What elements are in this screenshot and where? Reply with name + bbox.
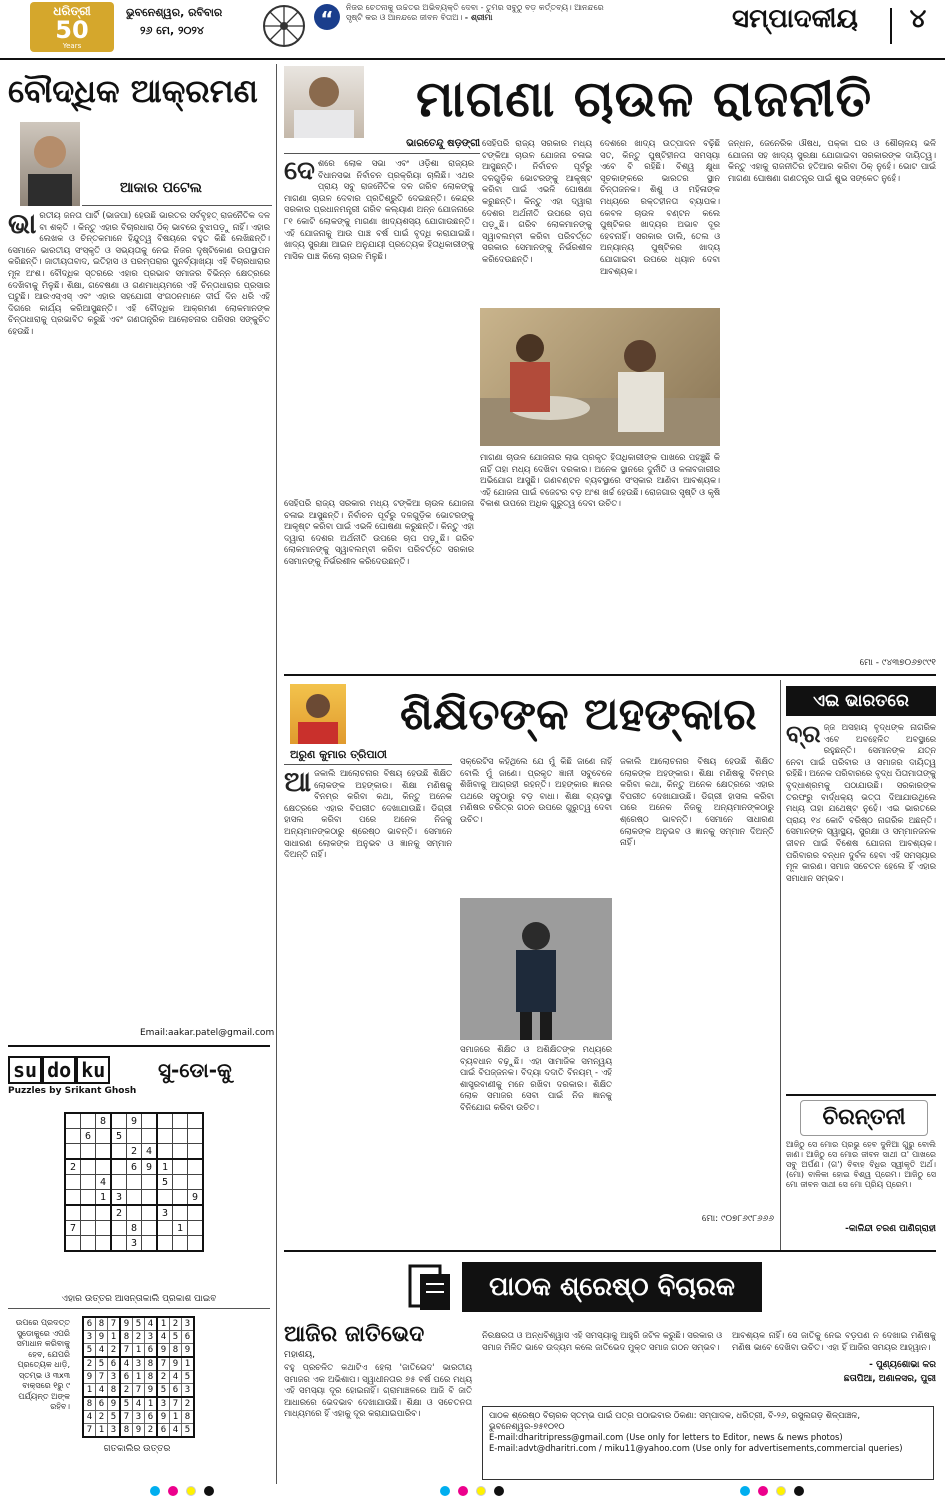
reader-body-3: ଆବଶ୍ୟକ ନାହିଁ। ସେ ଜାତିକୁ ନେଇ ବଡ଼ପଣ ନ ଦେଖାଇ ମଣିଷକୁ ମଣିଷ ଭାବେ ଦେଖିବା ଉଚିତ। ଏହା ହିଁ ଆଜିର ସମୟର ଆହ୍ୱାନ। bbox=[732, 1330, 936, 1352]
sudoku-cell: 3 bbox=[127, 1236, 142, 1252]
sudoku-cell: 9 bbox=[157, 1344, 170, 1358]
quote-author: - ଶ୍ରୀମା bbox=[464, 13, 493, 22]
sudoku-cell bbox=[81, 1236, 96, 1252]
quote-mark-icon: “ bbox=[314, 4, 340, 30]
main-col2 bbox=[482, 138, 592, 304]
sudoku-cell: 2 bbox=[96, 1411, 108, 1424]
sudoku-cell: 5 bbox=[182, 1424, 195, 1438]
sudoku-cell: 8 bbox=[120, 1331, 133, 1344]
sudoku-cell: 6 bbox=[120, 1371, 133, 1384]
column-divider-2 bbox=[780, 680, 781, 1250]
main-body-1b: ସେହିପରି ରାଜ୍ୟ ସରକାର ମଧ୍ୟ ଟଙ୍କିଆ ଚାଉଳ ଯୋଜନା ଚଳାଇ ଆସୁଛନ୍ତି। ନିର୍ବାଚନ ପୂର୍ବରୁ ଦଳଗୁଡ଼ିକ ଭୋଟରଙ୍କୁ ଆକୃଷ୍ଟ କରିବା ପାଇଁ ଏଭଳି ଘୋଷଣା କରୁଛନ୍ତି। କିନ୍ତୁ ଏହା ଦ୍ୱାରା ଦେଶର ଅର୍ଥନୀତି ଉପରେ ଚାପ ପଡ଼ୁଛି। ଗରିବ ଲୋକମାନଙ୍କୁ ସ୍ୱାବଲମ୍ବୀ କରିବା ପରିବର୍ତ୍ତେ ସରକାର ସେମାନଙ୍କୁ ନିର୍ଭରଶୀଳ କରିଦେଉଛନ୍ତି। bbox=[284, 498, 474, 566]
sudoku-cell bbox=[173, 1205, 188, 1221]
sudoku-cell: 9 bbox=[120, 1317, 133, 1331]
sudoku-cell bbox=[142, 1190, 158, 1206]
sudoku-cell: 2 bbox=[120, 1384, 133, 1398]
main-body-3: ଦେଶରେ ଖାଦ୍ୟ ଉତ୍ପାଦନ ବଢ଼ିଛି ସତ, କିନ୍ତୁ ପୁଷ୍ଟିହୀନତା ସମସ୍ୟା ଏବେ ବି ରହିଛି। ବିଶ୍ୱ କ୍ଷୁଧା ସୂଚକାଙ୍କରେ ଭାରତର ସ୍ଥାନ ଚିନ୍ତାଜନକ। ଶିଶୁ ଓ ମହିଳାଙ୍କ ମଧ୍ୟରେ ରକ୍ତହୀନତା ବ୍ୟାପକ। କେବଳ ଚାଉଳ ବଣ୍ଟନ କଲେ ପୁଷ୍ଟିକର ଖାଦ୍ୟର ଅଭାବ ଦୂର ହେବନାହିଁ। ସରକାର ଡାଲି, ତେଲ ଓ ଅନ୍ୟାନ୍ୟ ପୁଷ୍ଟିକର ଖାଦ୍ୟ ଯୋଗାଇବା ଉପରେ ଧ୍ୟାନ ଦେବା ଆବଶ୍ୟକ। bbox=[600, 138, 720, 276]
sudoku-cell bbox=[96, 1129, 112, 1144]
ei-bharatare-rule bbox=[786, 1094, 936, 1096]
sudoku-cell: 3 bbox=[133, 1411, 145, 1424]
sudoku-cell bbox=[173, 1190, 188, 1206]
sudoku-cell bbox=[111, 1159, 127, 1175]
sudoku-cell bbox=[65, 1129, 81, 1144]
sudoku-cell: 6 bbox=[81, 1129, 96, 1144]
sudoku-cell: 8 bbox=[120, 1424, 133, 1438]
reader-col3 bbox=[732, 1330, 936, 1352]
sudoku-cell: 5 bbox=[96, 1357, 108, 1371]
sudoku-byline: Puzzles by Srikant Ghosh bbox=[8, 1086, 137, 1096]
sudoku-cell: 2 bbox=[111, 1205, 127, 1221]
sudoku-cell: 9 bbox=[108, 1397, 121, 1411]
sudoku-cell: 2 bbox=[157, 1371, 170, 1384]
sudoku-cell: 5 bbox=[108, 1411, 121, 1424]
sudoku-cell bbox=[157, 1129, 173, 1144]
main-body-5: ଜନ୍ଧନ, ଜେନେରିକ ଔଷଧ, ପକ୍କା ଘର ଓ ଶୌଚାଳୟ ଭଳି ଯୋଜନା ସହ ଖାଦ୍ୟ ସୁରକ୍ଷା ଯୋଗାଇବା ସରକାରଙ୍କ ଦାୟିତ୍ୱ। କିନ୍ତୁ ଏହାକୁ ରାଜନୀତିର ହତିଆର କରିବା ଠିକ୍ ନୁହେଁ। ଭୋଟ ପାଇଁ ମାଗଣା ଘୋଷଣା ଗଣତନ୍ତ୍ର ପାଇଁ ଶୁଭ ସଙ୍କେତ ନୁହେଁ। bbox=[728, 138, 936, 183]
sudoku-cell: 4 bbox=[133, 1397, 145, 1411]
sudoku-cell bbox=[65, 1205, 81, 1221]
sudoku-cell: 6 bbox=[145, 1411, 158, 1424]
ei-bharatare-text: ଜ୍ଜ ଅସହାୟ ବୃଦ୍ଧଙ୍କ ନାଗରିକ ଏବେ ଅବହେଳିତ ଅବସ୍ଥାରେ ରହୁଛନ୍ତି। ସେମାନଙ୍କ ଯତ୍ନ ନେବା ପାଇଁ ପରିବାର ଓ ସମାଜର ଦାୟିତ୍ୱ ରହିଛି। ଅନେକ ପରିବାରରେ ବୃଦ୍ଧ ପିତାମାତାଙ୍କୁ ବୃଦ୍ଧାଶ୍ରମକୁ ପଠାଯାଉଛି। ସରକାରଙ୍କ ତରଫରୁ ବାର୍ଦ୍ଧକ୍ୟ ଭତ୍ତା ଦିଆଯାଉଥିଲେ ମଧ୍ୟ ତାହା ଯଥେଷ୍ଟ ନୁହେଁ। ଏଇ ଭାରତରେ ପ୍ରାୟ ୧୪ କୋଟି ବରିଷ୍ଠ ନାଗରିକ ଅଛନ୍ତି। ସେମାନଙ୍କ ସ୍ୱାସ୍ଥ୍ୟ, ସୁରକ୍ଷା ଓ ସମ୍ମାନଜନକ ଜୀବନ ପାଇଁ ବିଶେଷ ଯୋଜନା ଆବଶ୍ୟକ। ପରିବାରର ବନ୍ଧନ ଦୁର୍ବଳ ହେବା ଏହି ସମସ୍ୟାର ମୂଳ କାରଣ। ସମାଜ ସଚେତନ ହେଲେ ହିଁ ଏହାର ସମାଧାନ ସମ୍ଭବ। bbox=[786, 722, 936, 883]
left-author-rule bbox=[82, 205, 272, 206]
sudoku-cell: 5 bbox=[182, 1371, 195, 1384]
main-author: ଭାରତେନ୍ଦୁ ଷଡ଼ଙ୍ଗୀ bbox=[406, 138, 480, 149]
sudoku-cell: 7 bbox=[96, 1371, 108, 1384]
sudoku-cell: 9 bbox=[188, 1190, 204, 1206]
sudoku-row bbox=[83, 1397, 194, 1411]
sudoku-cell: 4 bbox=[120, 1357, 133, 1371]
sudoku-row bbox=[65, 1159, 203, 1175]
sudoku-cell bbox=[142, 1113, 158, 1129]
sudoku-cell bbox=[127, 1129, 142, 1144]
sudoku-cell bbox=[188, 1159, 204, 1175]
masthead-date: ୨୬ ମେ, ୨୦୨୪ bbox=[140, 24, 204, 37]
left-body-text: ରତୀୟ ଜନତା ପାର୍ଟି (ଭାଜପା) ହେଉଛି ଭାରତର ସର୍ବବୃହତ୍ ରାଜନୈତିକ ଦଳ ବା ଶକ୍ତି । କିନ୍ତୁ ଏହାର ବିଚାରଧାରା ଠିକ୍ ଭାବରେ ବୁଝାପଡ଼ୁ ନାହିଁ। ଏହାର ଲେଖକ ଓ ଚିନ୍ତକମାନେ ହିନ୍ଦୁତ୍ୱ ବିଷୟରେ ବହୁତ କିଛି ଲେଖିଛନ୍ତି। ସେମାନେ ଭାରତୀୟ ସଂସ୍କୃତି ଓ ସଭ୍ୟତାକୁ ନେଇ ନିଜର ଦୃଷ୍ଟିକୋଣ ଉପସ୍ଥାପନ କରିଛନ୍ତି। ଜାତୀୟତାବାଦ, ଇତିହାସ ଓ ପରମ୍ପରାର ପୁନର୍ବ୍ୟାଖ୍ୟା ଏହି ବିଚାରଧାରାର ମୂଳ ଅଂଶ। ବୌଦ୍ଧିକ ସ୍ତରରେ ଏହାର ପ୍ରଭାବ ସମାଜର ବିଭିନ୍ନ କ୍ଷେତ୍ରରେ ଦେଖିବାକୁ ମିଳୁଛି। ଶିକ୍ଷା, ଗବେଷଣା ଓ ଗଣମାଧ୍ୟମରେ ଏହି ଚିନ୍ତାଧାରାର ପ୍ରସାର ଘଟୁଛି। ଆରଏସ୍ଏସ୍ ଏବଂ ଏହାର ସହଯୋଗୀ ସଂଗଠନମାନେ ଦୀର୍ଘ ଦିନ ଧରି ଏହି ଦିଗରେ କାର୍ଯ୍ୟ କରିଆସୁଛନ୍ତି। ଏହି ବୌଦ୍ଧିକ ଆକ୍ରମଣ ଲୋକମାନଙ୍କ ଚିନ୍ତାଧାରାକୁ ପ୍ରଭାବିତ କରୁଛି ଏବଂ ଗଣତାନ୍ତ୍ରିକ ଆଲୋଚନାର ପରିସର ସଙ୍କୁଚିତ ହେଉଛି। bbox=[8, 210, 270, 336]
main-email: ମୋ - ୯୪୩୭୦୬୭୯୯୧ bbox=[859, 658, 936, 668]
sudoku-cell bbox=[142, 1205, 158, 1221]
reader-signature: - ପୁଣ୍ୟଶୋଭା କର bbox=[869, 1360, 936, 1370]
footer-address: ପାଠକ ଶ୍ରେଷ୍ଠ ବିଚାରକ ସ୍ତମ୍ଭ ପାଇଁ ପତ୍ର ପଠାଇବାର ଠିକଣା: ସମ୍ପାଦକ, ଧରିତ୍ରୀ, ବି-୨୬, ରସୁଲଗଡ଼ ଶିଳ୍ପାଞ୍ଚଳ, ଭୁବନେଶ୍ୱର-୭୫୧୦୧୦ bbox=[489, 1410, 861, 1431]
wheel-icon bbox=[262, 4, 306, 48]
sudoku-row bbox=[65, 1190, 203, 1206]
sudoku-row bbox=[65, 1129, 203, 1144]
sudoku-cell: 2 bbox=[83, 1357, 96, 1371]
sudoku-cell: 5 bbox=[157, 1384, 170, 1398]
sudoku-cell: 5 bbox=[120, 1397, 133, 1411]
sudoku-cell: 3 bbox=[182, 1317, 195, 1331]
column-divider-1 bbox=[276, 64, 277, 1484]
sudoku-cell: 6 bbox=[182, 1331, 195, 1344]
sudoku-cell: 8 bbox=[145, 1371, 158, 1384]
sudoku-cell: 2 bbox=[133, 1331, 145, 1344]
sudoku-cell: 4 bbox=[96, 1175, 112, 1190]
sudoku-cell: 6 bbox=[96, 1397, 108, 1411]
sudoku-mid-rule bbox=[8, 1308, 270, 1309]
sudoku-cell: 8 bbox=[127, 1221, 142, 1236]
sudoku-cell: 7 bbox=[120, 1411, 133, 1424]
left-end-rule bbox=[8, 1045, 270, 1047]
sudoku-cell bbox=[173, 1175, 188, 1190]
sudoku-cell: 1 bbox=[145, 1397, 158, 1411]
sudoku-cell: 9 bbox=[170, 1357, 182, 1371]
sudoku-row bbox=[65, 1236, 203, 1252]
sudoku-cell bbox=[96, 1144, 112, 1160]
sudoku-cell: 4 bbox=[170, 1424, 182, 1438]
sudoku-cell: 1 bbox=[83, 1384, 96, 1398]
sudoku-cell: 3 bbox=[157, 1205, 173, 1221]
sudoku-solution-side: ଉପରେ ପ୍ରଦତ୍ତ ସୁଡୋକୁରେ ଏପରି ସମାଧାନ କରିବାକୁ ହେବ, ଯେପରି ପ୍ରତ୍ୟେକ ଧାଡ଼ି, ସ୍ତମ୍ଭ ଓ ୩x୩ ବାକ୍ସରେ ୧ରୁ ୯ ପର୍ଯ୍ୟନ୍ତ ଅଙ୍କ ରହିବ। bbox=[15, 1318, 70, 1411]
sudoku-cell: 7 bbox=[120, 1344, 133, 1358]
main-col4 bbox=[480, 452, 720, 668]
sudoku-cell bbox=[188, 1221, 204, 1236]
sudoku-cell bbox=[81, 1159, 96, 1175]
second-email: ମୋ: ୯୦୭୮୬୯୮୬୬୬ bbox=[701, 1214, 774, 1224]
sudoku-row bbox=[83, 1317, 194, 1331]
sudoku-cell: 1 bbox=[96, 1190, 112, 1206]
main-author-rule bbox=[284, 153, 480, 154]
logo-badge bbox=[30, 2, 114, 52]
sudoku-cell bbox=[173, 1144, 188, 1160]
sudoku-cell bbox=[157, 1113, 173, 1129]
sudoku-cell bbox=[173, 1129, 188, 1144]
chirantani-author: -କାଳିନ୍ଦୀ ଚରଣ ପାଣିଗ୍ରାହୀ bbox=[845, 1224, 936, 1234]
sudoku-cell bbox=[81, 1190, 96, 1206]
sudoku-cell: 2 bbox=[170, 1317, 182, 1331]
sudoku-cell: 6 bbox=[108, 1357, 121, 1371]
main-col3 bbox=[600, 138, 720, 304]
print-dot-yellow-3 bbox=[776, 1486, 786, 1496]
sudoku-cell bbox=[65, 1190, 81, 1206]
sudoku-cell: 1 bbox=[96, 1424, 108, 1438]
sudoku-cell bbox=[81, 1175, 96, 1190]
print-dot-cyan-3 bbox=[740, 1486, 750, 1496]
second-author: ଅରୁଣ କୁମାର ତ୍ରିପାଠୀ bbox=[290, 748, 387, 761]
sudoku-row bbox=[83, 1424, 194, 1438]
sudoku-cell bbox=[81, 1221, 96, 1236]
sudoku-cell: 6 bbox=[170, 1384, 182, 1398]
sudoku-cell bbox=[127, 1205, 142, 1221]
sudoku-cell: 7 bbox=[170, 1397, 182, 1411]
main-col1b bbox=[284, 498, 474, 668]
left-article-body bbox=[8, 210, 270, 1024]
sudoku-cell: 6 bbox=[157, 1424, 170, 1438]
footer-contact-box bbox=[482, 1406, 934, 1480]
sudoku-row bbox=[65, 1175, 203, 1190]
sudoku-cell bbox=[173, 1113, 188, 1129]
sudoku-cell: 8 bbox=[96, 1113, 112, 1129]
second-col3 bbox=[460, 1044, 612, 1228]
sudoku-cell: 7 bbox=[83, 1424, 96, 1438]
sudoku-logo-su: su bbox=[8, 1056, 42, 1084]
sudoku-cell bbox=[188, 1144, 204, 1160]
sudoku-cell: 2 bbox=[65, 1159, 81, 1175]
sudoku-cell: 4 bbox=[170, 1371, 182, 1384]
sudoku-block bbox=[8, 1052, 270, 1492]
sudoku-cell: 9 bbox=[83, 1371, 96, 1384]
sudoku-cell: 9 bbox=[142, 1159, 158, 1175]
sudoku-cell: 7 bbox=[157, 1357, 170, 1371]
reader-col1 bbox=[284, 1362, 472, 1492]
graduate-photo bbox=[460, 898, 612, 1040]
print-dot-cyan bbox=[150, 1486, 160, 1496]
sudoku-cell bbox=[157, 1221, 173, 1236]
rice-distribution-photo bbox=[480, 308, 720, 446]
main-body-2: ସେହିପରି ରାଜ୍ୟ ସରକାର ମଧ୍ୟ ଟଙ୍କିଆ ଚାଉଳ ଯୋଜନା ଚଳାଇ ଆସୁଛନ୍ତି। ନିର୍ବାଚନ ପୂର୍ବରୁ ଦଳଗୁଡ଼ିକ ଭୋଟରଙ୍କୁ ଆକୃଷ୍ଟ କରିବା ପାଇଁ ଏଭଳି ଘୋଷଣା କରୁଛନ୍ତି। କିନ୍ତୁ ଏହା ଦ୍ୱାରା ଦେଶର ଅର୍ଥନୀତି ଉପରେ ଚାପ ପଡ଼ୁଛି। ଗରିବ ଲୋକମାନଙ୍କୁ ସ୍ୱାବଲମ୍ବୀ କରିବା ପରିବର୍ତ୍ତେ ସରକାର ସେମାନଙ୍କୁ ନିର୍ଭରଶୀଳ କରିଦେଉଛନ୍ତି। bbox=[482, 138, 592, 264]
sudoku-cell bbox=[157, 1190, 173, 1206]
sudoku-cell bbox=[65, 1236, 81, 1252]
sudoku-cell: 1 bbox=[157, 1317, 170, 1331]
sudoku-cell: 9 bbox=[96, 1331, 108, 1344]
sudoku-cell bbox=[96, 1159, 112, 1175]
print-dot-magenta-3 bbox=[758, 1486, 768, 1496]
sudoku-cell: 4 bbox=[96, 1344, 108, 1358]
sudoku-cell bbox=[111, 1144, 127, 1160]
footer-email-ads: E-mail:advt@dharitri.com / miku11@yahoo.com (Use only for advertisements,commercial queries) bbox=[489, 1443, 903, 1453]
sudoku-cell bbox=[188, 1205, 204, 1221]
sudoku-row bbox=[65, 1144, 203, 1160]
sudoku-cell bbox=[111, 1113, 127, 1129]
masthead-quote bbox=[346, 3, 616, 51]
second-dropcap: ଆ bbox=[284, 768, 312, 798]
sudoku-cell bbox=[127, 1175, 142, 1190]
second-body-3: ସମାଜରେ ଶିକ୍ଷିତ ଓ ଅଶିକ୍ଷିତଙ୍କ ମଧ୍ୟରେ ବ୍ୟବଧାନ ବଢ଼ୁଛି। ଏହା ସାମାଜିକ ସମନ୍ୱୟ ପାଇଁ ବିପଜ୍ଜନକ। ବିଦ୍ୟା ଦଦାତି ବିନୟମ୍ - ଏହି ଶାସ୍ତ୍ରବାଣୀକୁ ମନେ ରଖିବା ଦରକାର। ଶିକ୍ଷିତ ଲୋକ ସମାଜର ସେବା ପାଇଁ ନିଜ ଜ୍ଞାନକୁ ବିନିଯୋଗ କରିବା ଉଚିତ। bbox=[460, 1044, 612, 1112]
print-dot-yellow bbox=[186, 1486, 196, 1496]
sudoku-solution-label: ଗତକାଲିର ଉତ୍ତର bbox=[103, 1444, 171, 1454]
sudoku-cell: 4 bbox=[145, 1317, 158, 1331]
second-body-2: ସକ୍ରେଟିସ କହିଥିଲେ ଯେ ମୁଁ କିଛି ଜାଣେ ନାହିଁ ବୋଲି ମୁଁ ଜାଣେ। ପ୍ରକୃତ ଜ୍ଞାନୀ ସବୁବେଳେ ଶିଖିବାକୁ ଆଗ୍ରହୀ ରହନ୍ତି। ଅହଙ୍କାର ଜ୍ଞାନର ପଥରେ ସବୁଠାରୁ ବଡ଼ ବାଧା। ଶିକ୍ଷା ବ୍ୟବସ୍ଥା ମଣିଷର ଚରିତ୍ର ଗଠନ ଉପରେ ଗୁରୁତ୍ୱ ଦେବା ଉଚିତ। bbox=[460, 756, 612, 824]
masthead-rule bbox=[0, 58, 945, 60]
reader-address: ଛତାପିଆ, ଅଣାଳସର, ପୁରୀ bbox=[843, 1374, 936, 1384]
chirantani-body: ଆଜିଠୁ ସେ ମୋର ପ୍ରଭୁ ହେବ ଦୁନିଆ ଗୁରୁ ବୋଲି ଜାଣ। ଆଜିଠୁ ସେ ମୋର ଜୀବନ ସାଥୀ ତା' ପାଖରେ ସବୁ ଅର୍ପଣ। (ଗ') ବିବାହ ବିଧିର ସ୍ୱୀକୃତି ଅର୍ଥ। (ମୋ) ବାଳିକା ହୋଇ ବିଶ୍ୱ ପ୍ରେମ। ଆଜିଠୁ ସେ ମୋ ଜୀବନ ସାଥୀ ସେ ମୋ ପ୍ରିୟ ପ୍ରେମ। bbox=[786, 1140, 936, 1189]
sudoku-cell bbox=[142, 1221, 158, 1236]
reader-salutation: ମହାଶୟ, bbox=[284, 1350, 316, 1360]
sudoku-cell bbox=[81, 1205, 96, 1221]
sudoku-cell bbox=[127, 1190, 142, 1206]
sudoku-cell bbox=[111, 1175, 127, 1190]
sudoku-row bbox=[83, 1344, 194, 1358]
sudoku-cell bbox=[173, 1159, 188, 1175]
sudoku-cell bbox=[96, 1236, 112, 1252]
sudoku-cell: 3 bbox=[145, 1331, 158, 1344]
sudoku-row bbox=[83, 1371, 194, 1384]
sudoku-cell bbox=[96, 1221, 112, 1236]
sudoku-logo bbox=[8, 1056, 138, 1088]
sudoku-row bbox=[83, 1331, 194, 1344]
sudoku-cell bbox=[65, 1175, 81, 1190]
sudoku-cell: 3 bbox=[108, 1371, 121, 1384]
author-photo-bharatendu bbox=[284, 66, 364, 138]
sudoku-cell: 3 bbox=[157, 1397, 170, 1411]
quote-text: ନିଜର ଚେତନାକୁ ଉଚ୍ଚତର ଅଭିବ୍ୟକ୍ତି ଦେବା - ତୁମର ସବୁଠୁ ବଡ଼ କର୍ତ୍ତବ୍ୟ। ଆନନ୍ଦରେ ସୃଷ୍ଟି କର ଓ ଆନନ୍ଦରେ ଜୀବନ ବିତାଅ। bbox=[346, 3, 604, 22]
sudoku-cell bbox=[81, 1113, 96, 1129]
sudoku-cell: 9 bbox=[145, 1384, 158, 1398]
left-author: ଆକାର ପଟେଲ bbox=[120, 180, 202, 196]
sudoku-cell bbox=[188, 1175, 204, 1190]
sudoku-cell: 7 bbox=[133, 1384, 145, 1398]
sudoku-grid bbox=[64, 1112, 204, 1252]
sudoku-cell bbox=[81, 1144, 96, 1160]
sudoku-cell bbox=[111, 1221, 127, 1236]
page-number: ୪ bbox=[909, 4, 927, 34]
sudoku-solution-grid bbox=[82, 1316, 195, 1438]
left-headline: ବୌଦ୍ଧିକ ଆକ୍ରମଣ bbox=[8, 72, 258, 110]
sudoku-cell: 2 bbox=[127, 1144, 142, 1160]
print-dot-cyan-2 bbox=[440, 1486, 450, 1496]
print-dot-magenta-2 bbox=[458, 1486, 468, 1496]
sudoku-row bbox=[65, 1221, 203, 1236]
logo-years-label: Years bbox=[62, 42, 82, 50]
main-dropcap: ଦେ bbox=[284, 158, 315, 186]
sudoku-cell: 1 bbox=[173, 1221, 188, 1236]
sudoku-cell: 8 bbox=[96, 1317, 108, 1331]
sudoku-cell: 1 bbox=[182, 1357, 195, 1371]
sudoku-cell: 3 bbox=[83, 1331, 96, 1344]
ei-bharatare-headline: ଏଇ ଭାରତରେ bbox=[813, 691, 909, 711]
reader-col2 bbox=[482, 1330, 722, 1392]
main-headline: ମାଗଣା ଚାଉଳ ରାଜନୀତି bbox=[416, 70, 873, 128]
sudoku-grid-wrap bbox=[64, 1112, 204, 1252]
print-dot-yellow-2 bbox=[476, 1486, 486, 1496]
sudoku-cell: 8 bbox=[83, 1397, 96, 1411]
section-divider bbox=[890, 8, 892, 44]
sudoku-cell: 8 bbox=[145, 1357, 158, 1371]
sudoku-row bbox=[83, 1357, 194, 1371]
ei-bharatare-banner bbox=[786, 686, 936, 716]
sudoku-cell: 5 bbox=[111, 1129, 127, 1144]
sudoku-logo-do: do bbox=[42, 1056, 76, 1084]
main-end-rule bbox=[284, 674, 936, 676]
sudoku-answer-note: ଏହାର ଉତ୍ତର ଆସନ୍ତାକାଲି ପ୍ରକାଶ ପାଇବ bbox=[61, 1294, 217, 1304]
main-body-1: ଶରେ ଲୋକ ସଭା ଏବଂ ଓଡ଼ିଶା ରାଜ୍ୟର ବିଧାନସଭା ନିର୍ବାଚନ ପ୍ରକ୍ରିୟା ଚାଲିଛି। ଏଥର ପ୍ରାୟ ସବୁ ରାଜନୈତିକ ଦଳ ଗରିବ ଲୋକଙ୍କୁ ମାଗଣା ଚାଉଳ ଦେବାର ପ୍ରତିଶ୍ରୁତି ଦେଇଛନ୍ତି। କେନ୍ଦ୍ର ସରକାର ପ୍ରଧାନମନ୍ତ୍ରୀ ଗରିବ କଲ୍ୟାଣ ଅନ୍ନ ଯୋଜନାରେ ୮୧ କୋଟି ଲୋକଙ୍କୁ ମାଗଣା ଖାଦ୍ୟଶସ୍ୟ ଯୋଗାଉଛନ୍ତି। ଏହି ଯୋଜନାକୁ ଆଉ ପାଞ୍ଚ ବର୍ଷ ପାଇଁ ବୃଦ୍ଧି କରାଯାଇଛି। ଖାଦ୍ୟ ସୁରକ୍ଷା ଆଇନ ଅନୁଯାୟୀ ପ୍ରତ୍ୟେକ ହିତାଧିକାରୀଙ୍କୁ ମାସିକ ପାଞ୍ଚ କିଲୋ ଚାଉଳ ମିଳୁଛି। bbox=[284, 158, 474, 261]
sudoku-cell bbox=[142, 1129, 158, 1144]
masthead-city-day: ଭୁବନେଶ୍ୱର, ରବିବାର bbox=[126, 6, 223, 19]
left-email: Email:aakar.patel@gmail.com bbox=[140, 1028, 275, 1038]
sudoku-row bbox=[65, 1113, 203, 1129]
left-dropcap: ଭା bbox=[8, 210, 37, 240]
masthead bbox=[0, 0, 945, 56]
main-col1 bbox=[284, 158, 474, 498]
second-body-1: ଜକାଲି ଆଲୋଚନାର ବିଷୟ ହେଉଛି ଶିକ୍ଷିତ ଲୋକଙ୍କ ଅହଙ୍କାର। ଶିକ୍ଷା ମଣିଷକୁ ବିନମ୍ର କରିବା କଥା, କିନ୍ତୁ ଅନେକ କ୍ଷେତ୍ରରେ ଏହାର ବିପରୀତ ଦେଖାଯାଉଛି। ଡିଗ୍ରୀ ହାସଲ କରିବା ପରେ ଅନେକ ନିଜକୁ ଅନ୍ୟମାନଙ୍କଠାରୁ ଶ୍ରେଷ୍ଠ ଭାବନ୍ତି। ସେମାନେ ସାଧାରଣ ଲୋକଙ୍କ ଅନୁଭବ ଓ ଜ୍ଞାନକୁ ସମ୍ମାନ ଦିଅନ୍ତି ନାହିଁ। bbox=[284, 768, 452, 860]
sudoku-logo-ku: ku bbox=[76, 1056, 110, 1084]
reader-body-2: ନିରକ୍ଷରତା ଓ ଅନ୍ଧବିଶ୍ୱାସ ଏହି ସମସ୍ୟାକୁ ଆହୁରି ଜଟିଳ କରୁଛି। ସରକାର ଓ ସମାଜ ମିଳିତ ଭାବେ ଉଦ୍ୟମ କଲେ ଜାତିଭେଦ ମୁକ୍ତ ସମାଜ ଗଠନ ସମ୍ଭବ। bbox=[482, 1330, 722, 1352]
sudoku-cell: 8 bbox=[108, 1384, 121, 1398]
sudoku-cell: 9 bbox=[133, 1424, 145, 1438]
ei-bharatare-body bbox=[786, 722, 936, 1088]
sudoku-cell: 2 bbox=[182, 1397, 195, 1411]
reader-title: ଆଜିର ଜାତିଭେଦ bbox=[284, 1322, 425, 1347]
sudoku-cell bbox=[157, 1236, 173, 1252]
print-dot-black bbox=[204, 1486, 214, 1496]
sudoku-cell bbox=[157, 1144, 173, 1160]
sudoku-cell: 1 bbox=[170, 1411, 182, 1424]
main-body-4: ମାଗଣା ଚାଉଳ ଯୋଜନାର ଲାଭ ପ୍ରକୃତ ହିତାଧିକାରୀଙ୍କ ପାଖରେ ପହଞ୍ଚୁଛି କି ନାହିଁ ତାହା ମଧ୍ୟ ଦେଖିବା ଦରକାର। ଅନେକ ସ୍ଥାନରେ ଦୁର୍ନୀତି ଓ କଳାବଜାରୀର ଅଭିଯୋଗ ଆସୁଛି। ଗଣବଣ୍ଟନ ବ୍ୟବସ୍ଥାରେ ସଂସ୍କାର ଆଣିବା ଆବଶ୍ୟକ। ଏହି ଯୋଜନା ପାଇଁ ବଜେଟର ବଡ଼ ଅଂଶ ଖର୍ଚ୍ଚ ହେଉଛି। ରୋଜଗାର ସୃଷ୍ଟି ଓ କୃଷି ବିକାଶ ଉପରେ ଅଧିକ ଗୁରୁତ୍ୱ ଦେବା ଉଚିତ। bbox=[480, 452, 720, 509]
second-col1 bbox=[284, 768, 452, 1228]
sudoku-cell: 2 bbox=[145, 1424, 158, 1438]
sudoku-cell: 4 bbox=[83, 1411, 96, 1424]
sudoku-cell: 3 bbox=[133, 1357, 145, 1371]
reader-banner-icon bbox=[404, 1262, 456, 1314]
sudoku-cell bbox=[65, 1113, 81, 1129]
logo-text: ଧରିତ୍ରୀ bbox=[53, 4, 91, 18]
sudoku-solution-wrap bbox=[82, 1316, 195, 1438]
sudoku-cell: 9 bbox=[127, 1113, 142, 1129]
sudoku-cell: 7 bbox=[65, 1221, 81, 1236]
sudoku-cell: 1 bbox=[133, 1344, 145, 1358]
second-col4 bbox=[620, 756, 774, 1212]
main-col5 bbox=[728, 138, 936, 654]
reader-banner bbox=[462, 1262, 762, 1312]
sudoku-cell bbox=[188, 1236, 204, 1252]
author-photo-arun bbox=[290, 684, 346, 744]
sudoku-cell: 1 bbox=[133, 1371, 145, 1384]
chirantani-headline: ଚିରନ୍ତନୀ bbox=[800, 1100, 928, 1136]
reader-top-rule bbox=[284, 1250, 936, 1252]
sudoku-cell: 9 bbox=[182, 1344, 195, 1358]
second-author-rule bbox=[284, 764, 452, 765]
sudoku-cell: 6 bbox=[145, 1344, 158, 1358]
sudoku-cell: 1 bbox=[108, 1331, 121, 1344]
sudoku-cell: 4 bbox=[96, 1384, 108, 1398]
sudoku-cell: 8 bbox=[182, 1411, 195, 1424]
second-col2 bbox=[460, 756, 612, 894]
sudoku-cell: 9 bbox=[157, 1411, 170, 1424]
sudoku-cell: 5 bbox=[83, 1344, 96, 1358]
sudoku-cell: 3 bbox=[182, 1384, 195, 1398]
sudoku-cell bbox=[111, 1236, 127, 1252]
sudoku-cell: 7 bbox=[108, 1317, 121, 1331]
sudoku-row bbox=[65, 1205, 203, 1221]
print-dot-black-3 bbox=[794, 1486, 804, 1496]
ei-bharatare-dropcap: ବ୍ର bbox=[786, 722, 821, 748]
author-photo-aakar bbox=[20, 122, 80, 206]
sudoku-cell bbox=[173, 1236, 188, 1252]
sudoku-cell bbox=[96, 1205, 112, 1221]
sudoku-row bbox=[83, 1411, 194, 1424]
sudoku-cell: 5 bbox=[133, 1317, 145, 1331]
reader-banner-text: ପାଠକ ଶ୍ରେଷ୍ଠ ବିଚାରକ bbox=[488, 1272, 736, 1302]
sudoku-cell: 3 bbox=[111, 1190, 127, 1206]
sudoku-cell bbox=[142, 1236, 158, 1252]
sudoku-cell: 2 bbox=[108, 1344, 121, 1358]
sudoku-cell: 5 bbox=[170, 1331, 182, 1344]
sudoku-cell bbox=[188, 1129, 204, 1144]
sudoku-cell bbox=[65, 1144, 81, 1160]
sudoku-cell: 6 bbox=[127, 1159, 142, 1175]
print-dot-black-2 bbox=[494, 1486, 504, 1496]
sudoku-cell: 8 bbox=[170, 1344, 182, 1358]
sudoku-cell bbox=[142, 1175, 158, 1190]
sudoku-cell: 1 bbox=[157, 1159, 173, 1175]
sudoku-cell: 4 bbox=[157, 1331, 170, 1344]
print-dot-magenta bbox=[168, 1486, 178, 1496]
logo-years-number: 50 bbox=[55, 16, 89, 44]
section-title: ସମ୍ପାଦକୀୟ bbox=[732, 4, 858, 34]
footer-email-letters: E-mail:dharitripress@gmail.com (Use only for letters to Editor, news & news photos) bbox=[489, 1432, 843, 1442]
sudoku-cell bbox=[188, 1113, 204, 1129]
second-headline: ଶିକ୍ଷିତଙ୍କ ଅହଙ୍କାର bbox=[400, 689, 757, 740]
sudoku-row bbox=[83, 1384, 194, 1398]
second-body-4: ଜକାଲି ଆଲୋଚନାର ବିଷୟ ହେଉଛି ଶିକ୍ଷିତ ଲୋକଙ୍କ ଅହଙ୍କାର। ଶିକ୍ଷା ମଣିଷକୁ ବିନମ୍ର କରିବା କଥା, କିନ୍ତୁ ଅନେକ କ୍ଷେତ୍ରରେ ଏହାର ବିପରୀତ ଦେଖାଯାଉଛି। ଡିଗ୍ରୀ ହାସଲ କରିବା ପରେ ଅନେକ ନିଜକୁ ଅନ୍ୟମାନଙ୍କଠାରୁ ଶ୍ରେଷ୍ଠ ଭାବନ୍ତି। ସେମାନେ ସାଧାରଣ ଲୋକଙ୍କ ଅନୁଭବ ଓ ଜ୍ଞାନକୁ ସମ୍ମାନ ଦିଅନ୍ତି ନାହିଁ। bbox=[620, 756, 774, 848]
sudoku-cell: 5 bbox=[157, 1175, 173, 1190]
reader-body-1: ବହୁ ପ୍ରଚଳିତ କଥାଟିଏ ହେଲା 'ଜାତିଭେଦ' ଭାରତୀୟ ସମାଜର ଏକ ଅଭିଶାପ। ସ୍ୱାଧୀନତାର ୭୫ ବର୍ଷ ପରେ ମଧ୍ୟ ଏହି ସମସ୍ୟା ଦୂର ହୋଇନାହିଁ। ଗ୍ରାମାଞ୍ଚଳରେ ଆଜି ବି ଜାତି ଆଧାରରେ ଭେଦଭାବ ଦେଖାଯାଉଛି। ଶିକ୍ଷା ଓ ସଚେତନତା ମାଧ୍ୟମରେ ହିଁ ଏହାକୁ ଦୂର କରାଯାଇପାରିବ। bbox=[284, 1362, 472, 1419]
sudoku-cell: 4 bbox=[142, 1144, 158, 1160]
sudoku-cell: 6 bbox=[83, 1317, 96, 1331]
sudoku-cell: 3 bbox=[108, 1424, 121, 1438]
sudoku-title: ସୁ-ଡୋ-କୁ bbox=[158, 1058, 232, 1082]
